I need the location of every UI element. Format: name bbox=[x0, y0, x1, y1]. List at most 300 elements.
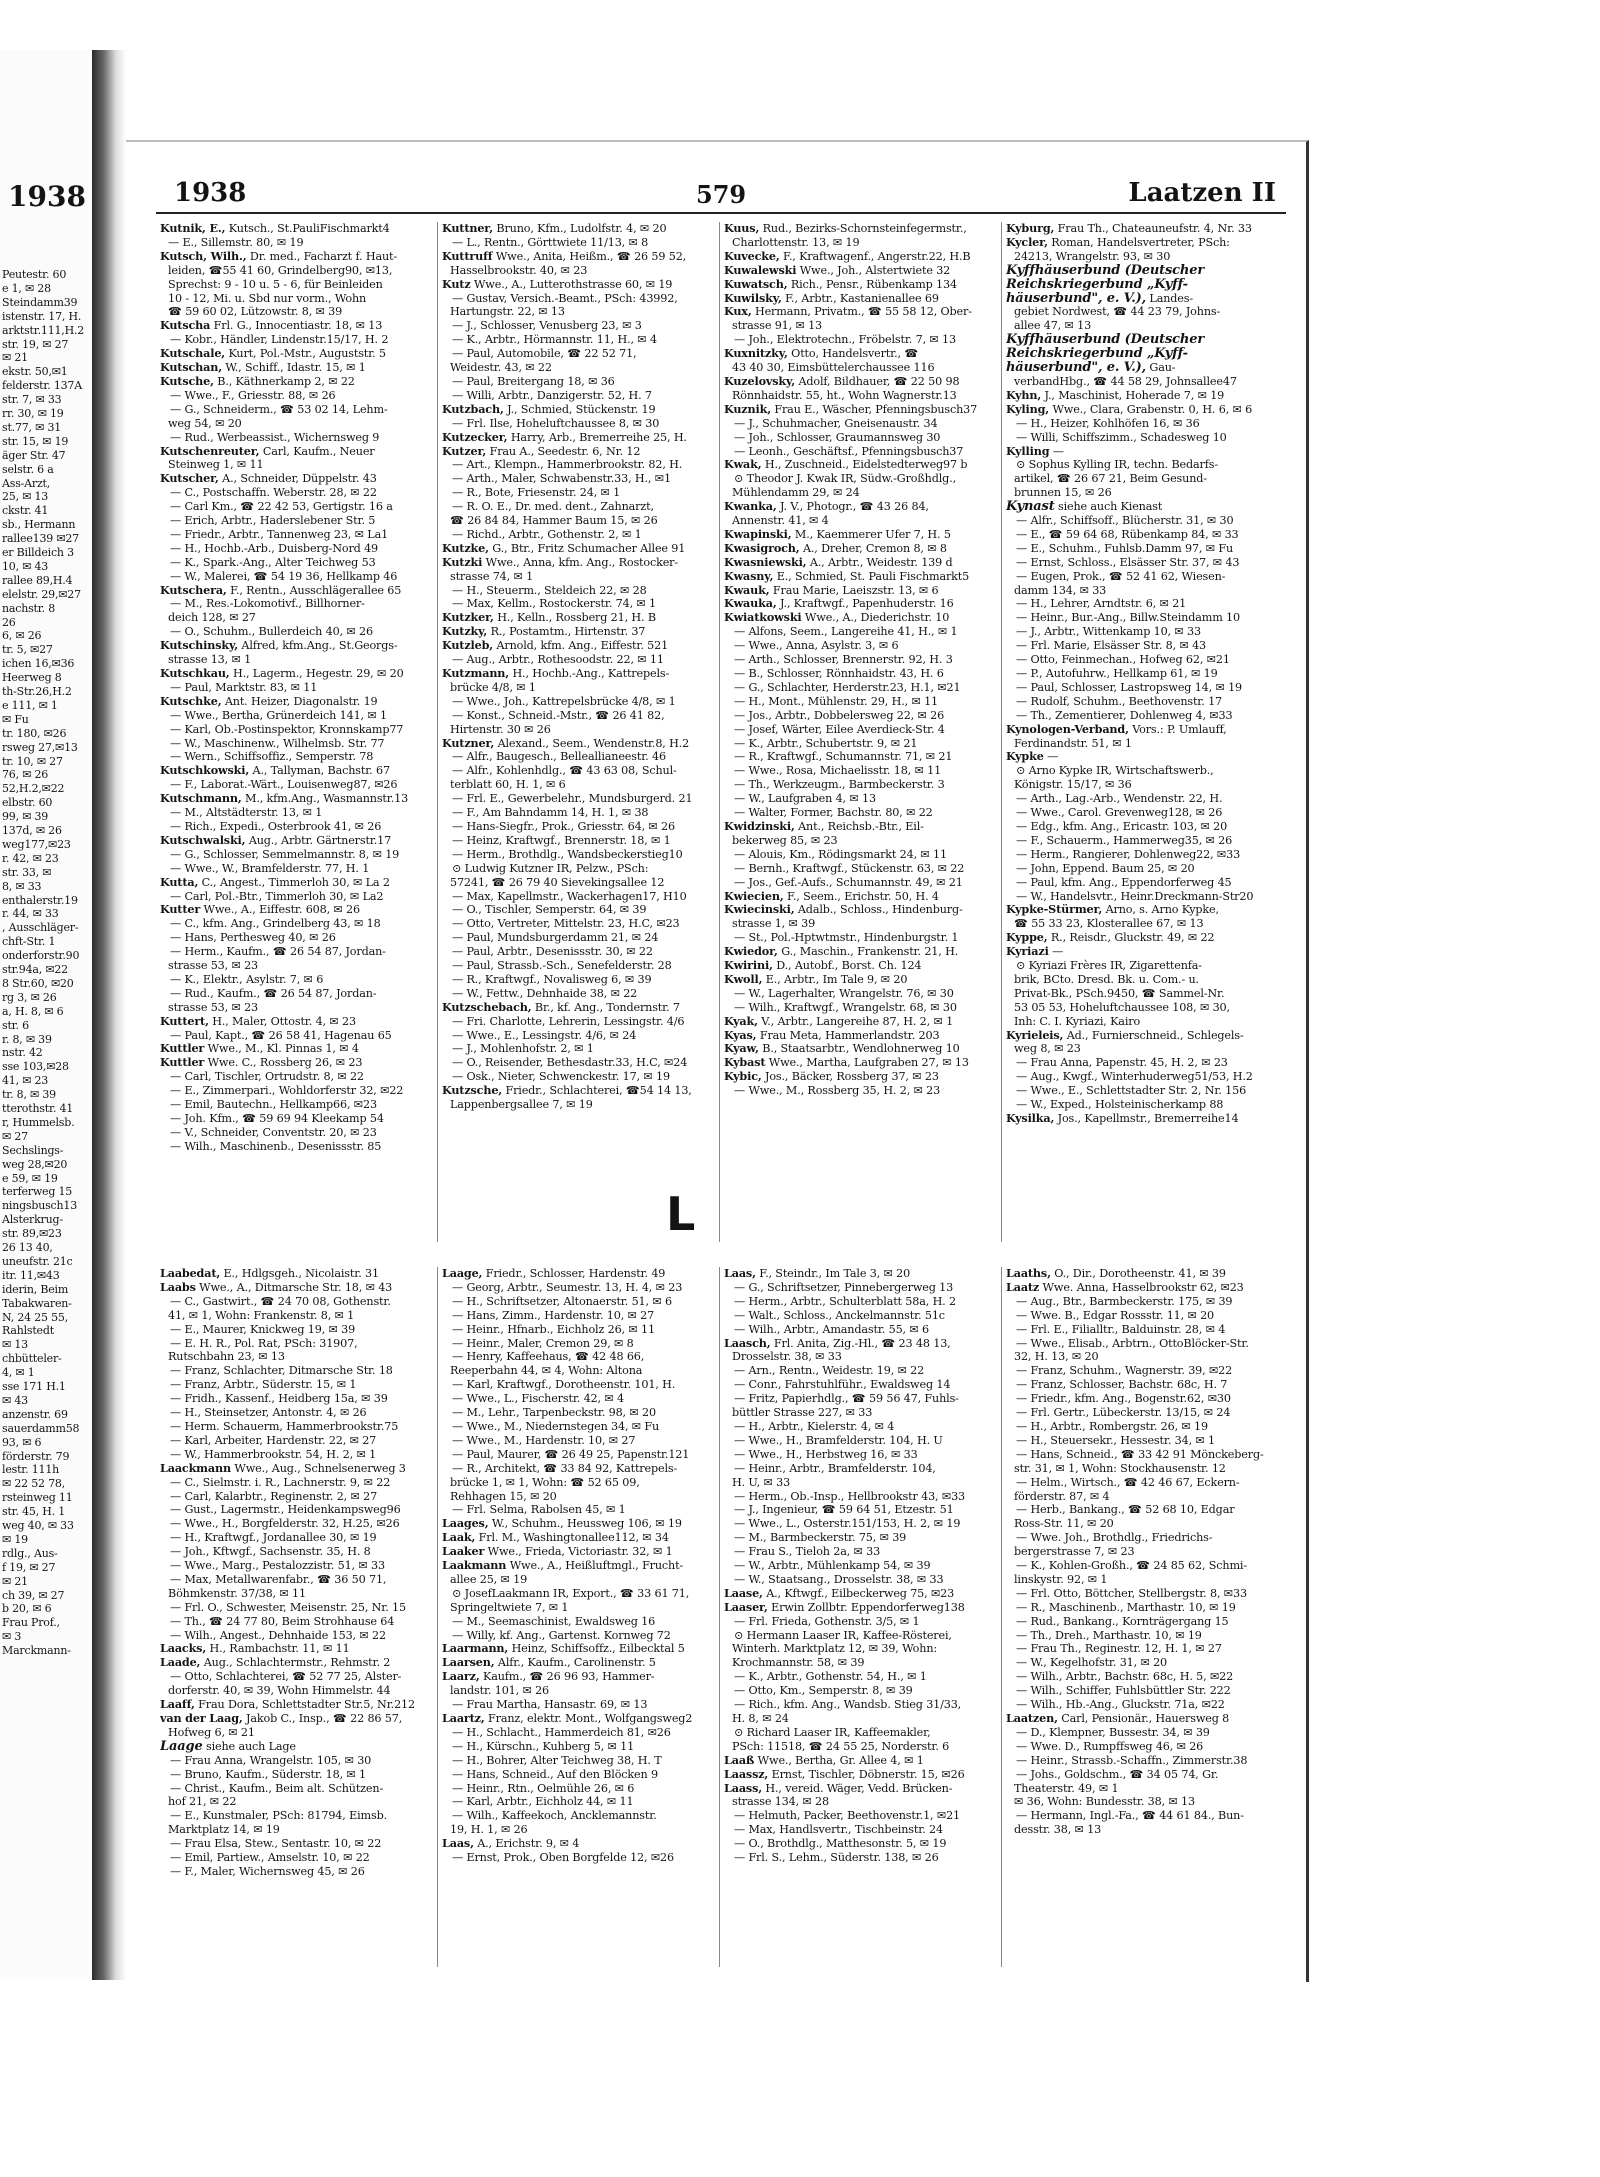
entry-details: Drosselstr. 38, ✉ 33 bbox=[732, 1350, 842, 1364]
directory-entry bbox=[724, 653, 997, 667]
entry-details: — Wwe., Marg., Pestalozzistr. 51, ✉ 33 bbox=[170, 1559, 385, 1573]
entry-surname: Kutscher, bbox=[160, 472, 219, 486]
entry-details: H., Kelln., Rossberg 21, H. B bbox=[497, 611, 656, 625]
directory-entry bbox=[160, 584, 433, 598]
directory-entry bbox=[1006, 1084, 1280, 1098]
directory-entry bbox=[1006, 890, 1280, 904]
directory-entry bbox=[160, 653, 433, 667]
entry-details: — Herm., Rangierer, Dohlenweg22, ✉33 bbox=[1016, 847, 1241, 861]
entry-surname: Kyppe, bbox=[1006, 931, 1048, 945]
directory-entry bbox=[1006, 1503, 1280, 1517]
entry-surname: Kuwilsky, bbox=[724, 291, 782, 305]
directory-entry bbox=[1006, 681, 1280, 695]
entry-details: — R. O. E., Dr. med. dent., Zahnarzt, bbox=[452, 500, 654, 514]
entry-details: — Wwe. D., Rumpffsweg 46, ✉ 26 bbox=[1016, 1739, 1204, 1753]
entry-details: — Carl, Kalarbtr., Reginenstr. 2, ✉ 27 bbox=[170, 1489, 378, 1503]
entry-details: — H., Lehrer, Arndtstr. 6, ✉ 21 bbox=[1016, 597, 1187, 611]
directory-entry bbox=[1006, 347, 1280, 361]
directory-entry bbox=[160, 1476, 433, 1490]
directory-entry bbox=[442, 973, 715, 987]
directory-entry bbox=[160, 597, 433, 611]
directory-entry bbox=[1006, 1112, 1280, 1126]
directory-entry bbox=[724, 472, 997, 486]
directory-entry bbox=[724, 1267, 997, 1281]
directory-entry bbox=[724, 292, 997, 306]
fragment-line: Sechslings- bbox=[2, 1143, 64, 1157]
entry-details: — R., Kraftwgf., Schumannstr. 71, ✉ 21 bbox=[734, 750, 953, 764]
directory-entry bbox=[1006, 820, 1280, 834]
fragment-line: ichen 16,✉36 bbox=[2, 657, 75, 671]
directory-entry bbox=[1006, 1295, 1280, 1309]
entry-details: F., Rentn., Ausschlägerallee 65 bbox=[230, 583, 402, 597]
listing-column bbox=[1002, 1267, 1284, 1967]
entry-details: Wwe., A., Diederichstr. 10 bbox=[804, 611, 950, 625]
entry-details: — Wwe., Elisab., Arbtrn., OttoBlöcker-Str. bbox=[1016, 1336, 1249, 1350]
entry-details: Hasselbrookstr. 40, ✉ 23 bbox=[450, 263, 588, 277]
entry-details: PSch: 11518, ☎ 24 55 25, Norderstr. 6 bbox=[732, 1739, 950, 1753]
entry-details: — Helm., Wirtsch., ☎ 42 46 67, Eckern- bbox=[1016, 1475, 1240, 1489]
entry-details: A., Dreher, Cremon 8, ✉ 8 bbox=[802, 541, 947, 555]
entry-details: Friedr., Schlachterei, ☎54 14 13, bbox=[505, 1084, 692, 1098]
directory-entry bbox=[442, 1615, 715, 1629]
entry-details: brik, BCto. Dresd. Bk. u. Com.- u. bbox=[1014, 972, 1199, 986]
entry-details: strasse 53, ✉ 23 bbox=[168, 1000, 259, 1014]
entry-details: terblatt 60, H. 1, ✉ 6 bbox=[450, 778, 566, 792]
directory-entry bbox=[1006, 278, 1280, 292]
directory-entry bbox=[1006, 1015, 1280, 1029]
directory-entry bbox=[724, 347, 997, 361]
directory-entry bbox=[442, 1448, 715, 1462]
directory-entry bbox=[442, 403, 715, 417]
directory-entry bbox=[1006, 431, 1280, 445]
directory-entry bbox=[724, 1642, 997, 1656]
fragment-line: felderstr. 137A bbox=[2, 379, 82, 393]
entry-surname: Kutzecker, bbox=[442, 430, 508, 444]
directory-entry bbox=[442, 667, 715, 681]
entry-details: Wwe., Anita, Heißm., ☎ 26 59 52, bbox=[495, 249, 687, 263]
fragment-line: Heerweg 8 bbox=[2, 671, 62, 685]
fragment-line: ch 39, ✉ 27 bbox=[2, 1588, 65, 1602]
entry-surname: Kutschwalski, bbox=[160, 833, 246, 847]
entry-details: — H., Heizer, Kohlhöfen 16, ✉ 36 bbox=[1016, 416, 1200, 430]
entry-details: — Herb., Bankang., ☎ 52 68 10, Edgar bbox=[1016, 1503, 1235, 1517]
directory-entry bbox=[724, 264, 997, 278]
entry-surname: Kwiecinski, bbox=[724, 903, 795, 917]
directory-entry bbox=[442, 431, 715, 445]
directory-entry bbox=[1006, 1768, 1280, 1782]
directory-entry bbox=[724, 1503, 997, 1517]
directory-entry bbox=[442, 528, 715, 542]
directory-entry bbox=[160, 472, 433, 486]
entry-details: — Otto, Vertreter, Mittelstr. 23, H.C, ✉23 bbox=[452, 917, 680, 931]
entry-details: — Wwe., L., Osterstr.151/153, H. 2, ✉ 19 bbox=[734, 1517, 961, 1531]
entry-details: — D., Klempner, Bussestr. 34, ✉ 39 bbox=[1016, 1725, 1210, 1739]
directory-entry bbox=[160, 375, 433, 389]
entry-details: O., Dir., Dorotheenstr. 41, ✉ 39 bbox=[1054, 1267, 1226, 1280]
entry-details: — Emil, Partiew., Amselstr. 10, ✉ 22 bbox=[170, 1851, 370, 1865]
directory-entry bbox=[724, 1420, 997, 1434]
directory-entry bbox=[724, 458, 997, 472]
entry-details: siehe auch Kienast bbox=[1057, 500, 1163, 514]
fragment-line: Alsterkrug- bbox=[2, 1213, 63, 1227]
fragment-line: chbütteler- bbox=[2, 1352, 62, 1366]
entry-details: — Max, Handlsvertr., Tischbeinstr. 24 bbox=[734, 1823, 943, 1837]
directory-entry bbox=[442, 264, 715, 278]
entry-surname: Laakmann bbox=[442, 1559, 507, 1573]
directory-entry bbox=[160, 862, 433, 876]
entry-details: H., Rambachstr. 11, ✉ 11 bbox=[209, 1642, 350, 1656]
entry-details: — W., Handelsvtr., Heinr.Dreckmann-Str20 bbox=[1016, 889, 1254, 903]
entry-details: — H., Kürschn., Kuhberg 5, ✉ 11 bbox=[452, 1739, 635, 1753]
entry-surname: Laase, bbox=[724, 1586, 763, 1600]
fragment-line: ✉ 21 bbox=[2, 1574, 28, 1588]
entry-details: Adolf, Bildhauer, ☎ 22 50 98 bbox=[798, 374, 960, 388]
directory-entry bbox=[724, 820, 997, 834]
entry-details: A., Arbtr., Weidestr. 139 d bbox=[809, 555, 953, 569]
entry-details: F., Steindr., Im Tale 3, ✉ 20 bbox=[759, 1267, 911, 1280]
directory-entry bbox=[160, 1323, 433, 1337]
directory-entry bbox=[160, 681, 433, 695]
entry-details: — W., Arbtr., Mühlenkamp 54, ✉ 39 bbox=[734, 1559, 931, 1573]
entry-surname: Laage bbox=[160, 1739, 203, 1754]
directory-entry bbox=[724, 319, 997, 333]
directory-entry bbox=[1006, 1392, 1280, 1406]
entry-details: Landes- bbox=[1149, 291, 1193, 305]
entry-details: — Wilh., Kaffeekoch, Ancklemannstr. bbox=[452, 1809, 657, 1823]
entry-details: Kutsch., St.PauliFischmarkt4 bbox=[228, 222, 390, 235]
page-header bbox=[126, 142, 1306, 222]
entry-details: Roman, Handelsvertreter, PSch: bbox=[1051, 235, 1230, 249]
directory-entry bbox=[724, 681, 997, 695]
directory-entry bbox=[1006, 584, 1280, 598]
fragment-line: r, Hummelsb. bbox=[2, 1115, 75, 1129]
entry-details: ☎ 26 84 84, Hammer Baum 15, ✉ 26 bbox=[450, 514, 658, 528]
fragment-line: förderstr. 79 bbox=[2, 1449, 70, 1463]
directory-entry bbox=[442, 1754, 715, 1768]
directory-entry bbox=[1006, 625, 1280, 639]
directory-entry bbox=[1006, 1029, 1280, 1043]
entry-details: Wwe., Frieda, Victoriastr. 32, ✉ 1 bbox=[487, 1545, 673, 1559]
fragment-line: itr. 11,✉43 bbox=[2, 1268, 60, 1282]
entry-details: — Leonh., Geschäftsf., Pfenningsbusch37 bbox=[734, 444, 964, 458]
directory-entry bbox=[160, 1070, 433, 1084]
directory-entry bbox=[160, 750, 433, 764]
entry-details: — H., Arbtr., Kielerstr. 4, ✉ 4 bbox=[734, 1419, 895, 1433]
directory-entry bbox=[160, 1337, 433, 1351]
entry-details: Ernst, Tischler, Döbnerstr. 15, ✉26 bbox=[771, 1767, 965, 1781]
fragment-line: b 20, ✉ 6 bbox=[2, 1602, 52, 1616]
entry-details: — Hans, Schneid., ☎ 33 42 91 Mönckeberg- bbox=[1016, 1447, 1264, 1461]
entry-surname: Laages, bbox=[442, 1517, 489, 1531]
directory-entry bbox=[442, 903, 715, 917]
fragment-line: e 111, ✉ 1 bbox=[2, 698, 58, 712]
entry-surname: Laartz, bbox=[442, 1712, 485, 1725]
entry-details: Jos., Bäcker, Rossberg 37, ✉ 23 bbox=[765, 1070, 939, 1084]
directory-entry bbox=[724, 417, 997, 431]
entry-details: — H., Hochb.-Arb., Duisberg-Nord 49 bbox=[170, 541, 379, 555]
entry-details: Frau E., Wäscher, Pfenningsbusch37 bbox=[774, 402, 978, 416]
directory-entry bbox=[442, 625, 715, 639]
entry-details: — Arth., Schlosser, Brennerstr. 92, H. 3 bbox=[734, 653, 953, 667]
entry-surname: Kuus, bbox=[724, 222, 760, 235]
directory-entry bbox=[160, 876, 433, 890]
directory-entry bbox=[442, 1350, 715, 1364]
entry-surname: van der Laag, bbox=[160, 1712, 243, 1725]
directory-entry bbox=[442, 514, 715, 528]
entry-details: — E., ☎ 59 64 68, Rübenkamp 84, ✉ 33 bbox=[1016, 527, 1239, 541]
entry-details: Heinz, Schiffsoffz., Eilbecktal 5 bbox=[511, 1642, 685, 1656]
entry-details: — Gust., Lagermstr., Heidenkampsweg96 bbox=[170, 1503, 401, 1517]
entry-details: brunnen 15, ✉ 26 bbox=[1014, 486, 1112, 500]
fragment-line: str. 19, ✉ 27 bbox=[2, 337, 69, 351]
directory-entry bbox=[724, 611, 997, 625]
directory-entry bbox=[1006, 1281, 1280, 1295]
directory-entry bbox=[442, 1837, 715, 1851]
entry-surname: Kutzbach, bbox=[442, 402, 504, 416]
directory-entry bbox=[724, 1809, 997, 1823]
directory-entry bbox=[1006, 305, 1280, 319]
entry-surname: Kysilka, bbox=[1006, 1112, 1055, 1125]
fragment-line: e 59, ✉ 19 bbox=[2, 1171, 58, 1185]
directory-entry bbox=[724, 1698, 997, 1712]
fragment-line: rdlg., Aus- bbox=[2, 1546, 58, 1560]
entry-details: — Arn., Rentn., Weidestr. 19, ✉ 22 bbox=[734, 1364, 925, 1378]
entry-surname: Laarmann, bbox=[442, 1642, 509, 1656]
entry-details: — Otto, Feinmechan., Hofweg 62, ✉21 bbox=[1016, 653, 1230, 667]
directory-entry bbox=[724, 1670, 997, 1684]
directory-entry bbox=[1006, 1601, 1280, 1615]
fragment-line: f 19, ✉ 27 bbox=[2, 1560, 56, 1574]
entry-surname: Laak, bbox=[442, 1531, 476, 1545]
entry-surname: Kyriazi bbox=[1006, 945, 1049, 959]
entry-details: 24213, Wrangelstr. 93, ✉ 30 bbox=[1014, 249, 1171, 263]
directory-entry bbox=[724, 500, 997, 514]
directory-entry bbox=[1006, 834, 1280, 848]
entry-surname: Kutschkau, bbox=[160, 667, 230, 680]
entry-details: bergerstrasse 7, ✉ 23 bbox=[1014, 1545, 1135, 1559]
entry-surname: Kutzki bbox=[442, 555, 483, 569]
entry-details: — Franz, Arbtr., Süderstr. 15, ✉ 1 bbox=[170, 1378, 357, 1392]
entry-details: damm 134, ✉ 33 bbox=[1014, 583, 1107, 597]
entry-details: — W., Maschinenw., Wilhelmsb. Str. 77 bbox=[170, 736, 385, 750]
directory-entry bbox=[160, 1795, 433, 1809]
entry-details: — Wwe., M., Niedernstegen 34, ✉ Fu bbox=[452, 1419, 660, 1433]
entry-details: — Heinr., Bur.-Ang., Billw.Steindamm 10 bbox=[1016, 611, 1240, 625]
entry-details: ⊙ Theodor J. Kwak IR, Südw.-Großhdlg., bbox=[734, 472, 957, 486]
entry-details: — R., Architekt, ☎ 33 84 92, Kattrepels- bbox=[452, 1461, 678, 1475]
directory-entry bbox=[442, 1420, 715, 1434]
directory-entry bbox=[1006, 1490, 1280, 1504]
directory-entry bbox=[442, 319, 715, 333]
entry-details: — K., Kohlen-Großh., ☎ 24 85 62, Schmi- bbox=[1016, 1559, 1247, 1573]
entry-details: — Herm., Ob.-Insp., Hellbrookstr 43, ✉33 bbox=[734, 1489, 966, 1503]
entry-surname: häuserbund", e. V.), bbox=[1006, 361, 1147, 375]
directory-entry bbox=[724, 1768, 997, 1782]
directory-entry bbox=[160, 445, 433, 459]
entry-details: — Georg, Arbtr., Seumestr. 13, H. 4, ✉ 23 bbox=[452, 1280, 683, 1294]
directory-entry bbox=[1006, 472, 1280, 486]
entry-details: — Aug., Btr., Barmbeckerstr. 175, ✉ 39 bbox=[1016, 1294, 1233, 1308]
previous-page-strip bbox=[0, 50, 95, 1980]
entry-surname: Laaker bbox=[442, 1545, 485, 1559]
entry-details: Frl. Anita, Zig.-Hl., ☎ 23 48 13, bbox=[773, 1336, 951, 1350]
entry-details: — Alouis, Km., Rödingsmarkt 24, ✉ 11 bbox=[734, 847, 947, 861]
entry-details: — Frl. Selma, Rabolsen 45, ✉ 1 bbox=[452, 1503, 626, 1517]
entry-details: — M., Seemaschinist, Ewaldsweg 16 bbox=[452, 1614, 656, 1628]
directory-entry bbox=[442, 250, 715, 264]
fragment-line: str. 7, ✉ 33 bbox=[2, 393, 62, 407]
directory-entry bbox=[442, 222, 715, 236]
entry-details: — Friedr., kfm. Ang., Bogenstr.62, ✉30 bbox=[1016, 1392, 1231, 1406]
directory-entry bbox=[160, 1684, 433, 1698]
fragment-line: er Billdeich 3 bbox=[2, 546, 74, 559]
entry-details: strasse 1, ✉ 39 bbox=[732, 917, 816, 931]
directory-entry bbox=[160, 1615, 433, 1629]
directory-entry bbox=[724, 528, 997, 542]
entry-details: — Aug., Kwgf., Winterhuderweg51/53, H.2 bbox=[1016, 1070, 1253, 1084]
entry-details: — K., Arbtr., Hörmannstr. 11, H., ✉ 4 bbox=[452, 333, 657, 347]
entry-details: — Wwe. Joh., Brothdlg., Friedrichs- bbox=[1016, 1531, 1213, 1545]
listing-column bbox=[720, 1267, 1002, 1967]
directory-entry bbox=[724, 1029, 997, 1043]
fragment-line: iderin, Beim bbox=[2, 1282, 69, 1296]
fragment-line: th-Str.26,H.2 bbox=[2, 685, 72, 698]
directory-entry bbox=[160, 1406, 433, 1420]
directory-entry bbox=[160, 848, 433, 862]
entry-details: — Art., Klempn., Hammerbrookstr. 82, H. bbox=[452, 458, 683, 472]
entry-details: Wwe., A., Eiffestr. 608, ✉ 26 bbox=[203, 903, 360, 917]
entry-details: — Heinr., Rtn., Oelmühle 26, ✉ 6 bbox=[452, 1781, 635, 1795]
directory-entry bbox=[1006, 361, 1280, 375]
directory-entry bbox=[160, 959, 433, 973]
entry-surname: Kwauk, bbox=[724, 583, 770, 597]
entry-details: — Paul, kfm. Ang., Eppendorferweg 45 bbox=[1016, 875, 1232, 889]
entry-details: — H., Steuersekr., Hessestr. 34, ✉ 1 bbox=[1016, 1433, 1215, 1447]
fragment-line: ✉ 19 bbox=[2, 1532, 28, 1546]
directory-entry bbox=[724, 1448, 997, 1462]
entry-surname: Kutschale, bbox=[160, 347, 226, 361]
fragment-line: , Ausschläger- bbox=[2, 921, 79, 935]
entry-details: — Heinr., Hfnarb., Eichholz 26, ✉ 11 bbox=[452, 1322, 655, 1336]
entry-details: — W., Laufgraben 4, ✉ 13 bbox=[734, 792, 876, 806]
directory-entry bbox=[1006, 1517, 1280, 1531]
entry-details: Dr. med., Facharzt f. Haut- bbox=[249, 249, 397, 263]
directory-entry bbox=[724, 1601, 997, 1615]
directory-entry bbox=[442, 931, 715, 945]
fragment-line: r. 44, ✉ 33 bbox=[2, 907, 59, 921]
entry-details: — M., Altstädterstr. 13, ✉ 1 bbox=[170, 806, 323, 820]
directory-entry bbox=[724, 403, 997, 417]
directory-entry bbox=[724, 862, 997, 876]
entry-details: Ferdinandstr. 51, ✉ 1 bbox=[1014, 736, 1132, 750]
directory-entry bbox=[1006, 500, 1280, 514]
directory-entry bbox=[160, 1587, 433, 1601]
directory-entry bbox=[1006, 1448, 1280, 1462]
entry-surname: Kwiecien, bbox=[724, 889, 784, 903]
directory-entry bbox=[442, 1378, 715, 1392]
entry-details: Frl. M., Washingtonallee112, ✉ 34 bbox=[478, 1531, 669, 1545]
entry-details: leiden, ☎55 41 60, Grindelberg90, ✉13, bbox=[168, 263, 393, 277]
entry-details: Königstr. 15/17, ✉ 36 bbox=[1014, 778, 1132, 792]
entry-details: strasse 134, ✉ 28 bbox=[732, 1795, 829, 1809]
fragment-line: N, 24 25 55, bbox=[2, 1310, 68, 1324]
entry-details: — G., Schlachter, Herderstr.23, H.1, ✉21 bbox=[734, 680, 961, 694]
directory-entry bbox=[1006, 1378, 1280, 1392]
entry-details: Wwe., Joh., Alstertwiete 32 bbox=[799, 263, 951, 277]
entry-details: Wwe., Bertha, Gr. Allee 4, ✉ 1 bbox=[757, 1753, 924, 1767]
entry-surname: Kyhn, bbox=[1006, 388, 1042, 402]
entry-details: ⊙ Kyriazi Frères IR, Zigarettenfa- bbox=[1016, 959, 1202, 973]
entry-details: — Wwe., Joh., Kattrepelsbrücke 4/8, ✉ 1 bbox=[452, 694, 676, 708]
directory-entry bbox=[724, 361, 997, 375]
entry-details: brücke 4/8, ✉ 1 bbox=[450, 680, 536, 694]
fragment-line: 76, ✉ 26 bbox=[2, 768, 49, 782]
entry-details: — Hans, Schneid., Auf den Blöcken 9 bbox=[452, 1767, 658, 1781]
fragment-line: 137d, ✉ 26 bbox=[2, 824, 62, 837]
directory-entry bbox=[1006, 236, 1280, 250]
directory-entry bbox=[442, 1267, 715, 1281]
entry-details: — Wilh., Schiffer, Fuhlsbüttler Str. 222 bbox=[1016, 1684, 1231, 1698]
entry-details: F., Seem., Erichstr. 50, H. 4 bbox=[787, 889, 939, 903]
entry-details: — Jos., Arbtr., Dobbelersweg 22, ✉ 26 bbox=[734, 708, 945, 722]
directory-entry bbox=[724, 542, 997, 556]
entry-surname: Kwauka, bbox=[724, 597, 777, 611]
entry-details: — R., Bote, Friesenstr. 24, ✉ 1 bbox=[452, 486, 621, 500]
entry-surname: Laackmann bbox=[160, 1461, 231, 1475]
entry-surname: Kutzsche, bbox=[442, 1084, 503, 1098]
fragment-line: weg 28,✉20 bbox=[2, 1157, 68, 1171]
entry-details: Hirtenstr. 30 ✉ 26 bbox=[450, 722, 551, 736]
directory-entry bbox=[1006, 931, 1280, 945]
entry-surname: Kuttruff bbox=[442, 249, 493, 263]
directory-entry bbox=[442, 1782, 715, 1796]
entry-details: — Hermann, Ingl.-Fa., ☎ 44 61 84., Bun- bbox=[1016, 1809, 1244, 1823]
directory-entry bbox=[724, 1851, 997, 1865]
directory-entry bbox=[160, 1001, 433, 1015]
entry-details: — Hans, Zimm., Hardenstr. 10, ✉ 27 bbox=[452, 1308, 655, 1322]
entry-details: — Frl. S., Lehm., Süderstr. 138, ✉ 26 bbox=[734, 1851, 939, 1865]
entry-surname: Kycler, bbox=[1006, 235, 1048, 249]
entry-surname: Kwak, bbox=[724, 458, 762, 472]
directory-entry bbox=[160, 500, 433, 514]
entry-surname: Laasch, bbox=[724, 1336, 771, 1350]
directory-page bbox=[126, 140, 1309, 1982]
entry-details: — M., Lehr., Tarpenbeckstr. 98, ✉ 20 bbox=[452, 1406, 656, 1420]
entry-details: — Otto, Km., Semperstr. 8, ✉ 39 bbox=[734, 1684, 913, 1698]
entry-details: — Paul, Arbtr., Desenissstr. 30, ✉ 22 bbox=[452, 945, 653, 959]
directory-entry bbox=[160, 1015, 433, 1029]
directory-entry bbox=[1006, 709, 1280, 723]
entry-details: — C., kfm. Ang., Grindelberg 43, ✉ 18 bbox=[170, 917, 381, 931]
entry-details: Frau Marie, Laeiszstr. 13, ✉ 6 bbox=[772, 583, 939, 597]
directory-entry bbox=[724, 1350, 997, 1364]
directory-entry bbox=[442, 653, 715, 667]
directory-entry bbox=[1006, 1476, 1280, 1490]
entry-surname: Kyffhäuserbund (Deutscher bbox=[1006, 333, 1205, 348]
entry-details: — E., Zimmerpari., Wohldorferstr 32, ✉22 bbox=[170, 1084, 404, 1098]
directory-entry bbox=[160, 903, 433, 917]
directory-entry bbox=[724, 764, 997, 778]
entry-details: — E. H. R., Pol. Rat, PSch: 31907, bbox=[170, 1336, 358, 1350]
directory-entry bbox=[724, 514, 997, 528]
fragment-line: rallee 89,H.4 bbox=[2, 573, 73, 587]
directory-entry bbox=[442, 1629, 715, 1643]
directory-entry bbox=[1006, 486, 1280, 500]
directory-entry bbox=[442, 862, 715, 876]
fragment-line: sauerdamm58 bbox=[2, 1421, 80, 1435]
directory-entry bbox=[724, 931, 997, 945]
entry-details: — Konst., Schneid.-Mstr., ☎ 26 41 82, bbox=[452, 708, 665, 722]
